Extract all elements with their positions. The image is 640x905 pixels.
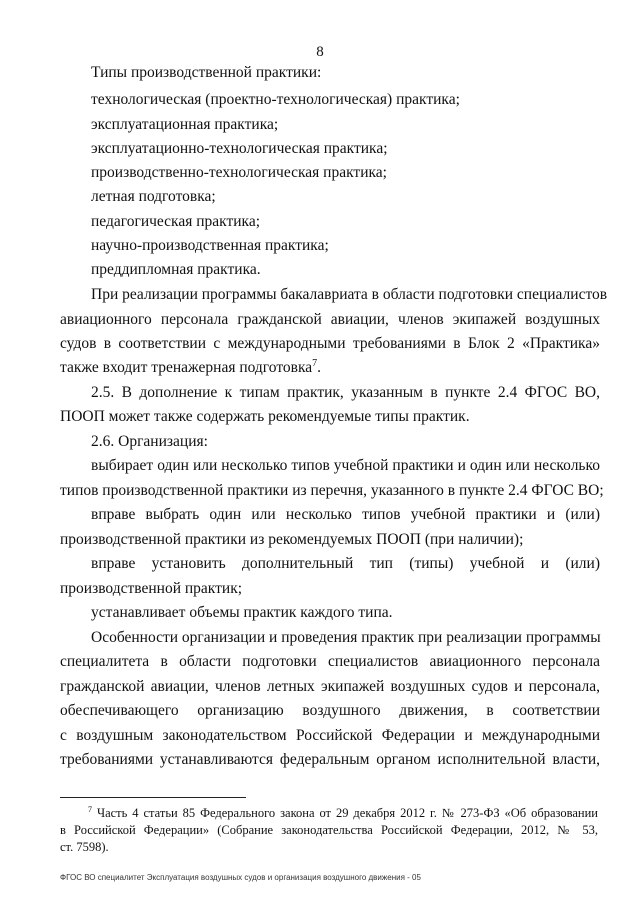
- list-item: педагогическая практика;: [91, 213, 261, 230]
- page-number: 8: [316, 44, 324, 60]
- footnote-line: в Российской Федерации» (Собрание законодательства Российской Федерации, 2012, № 53,: [60, 823, 598, 837]
- paragraph-line: требованиями устанавливаются федеральным органом исполнительной власти,: [60, 751, 600, 768]
- paragraph-line: гражданской авиации, членов летных экипажей воздушных судов и персонала,: [60, 678, 600, 695]
- paragraph-line: При реализации программы бакалавриата в области подготовки специалистов: [91, 286, 608, 303]
- footnote-line: [88, 805, 598, 821]
- paragraph-line: Особенности организации и проведения практик при реализации программы: [91, 629, 601, 646]
- list-item: эксплуатационно-технологическая практика;: [91, 140, 388, 157]
- footnote-text: Часть 4 статьи 85 Федерального закона от 29 декабря 2012 г. № 273-ФЗ «Об образовании: [96, 806, 598, 820]
- paragraph-line: 2.5. В дополнение к типам практик, указанным в пункте 2.4 ФГОС ВО,: [91, 384, 600, 401]
- list-item: эксплуатационная практика;: [91, 116, 279, 133]
- paragraph-period: .: [317, 359, 322, 376]
- paragraph-line: производственной практики из рекомендуемых ПООП (при наличии);: [60, 531, 524, 548]
- paragraph-line: вправе выбрать один или несколько типов учебной практики и (или): [91, 506, 600, 523]
- paragraph-line: вправе установить дополнительный тип (типы) учебной и (или): [91, 555, 600, 572]
- paragraph-line: ПООП может также содержать рекомендуемые типы практик.: [60, 408, 470, 425]
- list-item: производственно-технологическая практика;: [91, 164, 387, 181]
- list-item: преддипломная практика.: [91, 261, 261, 278]
- footnote-mark: 7: [88, 804, 92, 814]
- paragraph-line: авиационного персонала гражданской авиации, членов экипажей воздушных: [60, 311, 600, 328]
- page-footer: ФГОС ВО специалитет Эксплуатация воздушных судов и организация воздушного движения - 05: [60, 873, 421, 882]
- list-item: технологическая (проектно-технологическая) практика;: [91, 91, 460, 108]
- footnote-divider: [60, 797, 246, 798]
- section-heading: 2.6. Организация:: [91, 433, 208, 450]
- paragraph-line: специалитета в области подготовки специалистов авиационного персонала: [60, 653, 600, 670]
- list-heading: Типы производственной практики:: [91, 64, 322, 81]
- list-item: летная подготовка;: [91, 188, 216, 205]
- footnote-line: ст. 7598).: [60, 840, 109, 854]
- paragraph-line: обеспечивающего организацию воздушного движения, в соответствии: [60, 702, 600, 719]
- paragraph-text: также входит тренажерная подготовка: [60, 359, 313, 376]
- footnote-reference: 7: [312, 357, 318, 369]
- paragraph-line: выбирает один или несколько типов учебной практики и один или несколько: [91, 457, 600, 474]
- paragraph-line: производственной практик;: [60, 580, 243, 597]
- paragraph-line: судов в соответствии с международными требованиями в Блок 2 «Практика»: [60, 335, 600, 352]
- paragraph-line: [60, 358, 600, 378]
- paragraph-line: типов производственной практики из перечня, указанного в пункте 2.4 ФГОС ВО;: [60, 482, 604, 499]
- paragraph-line: устанавливает объемы практик каждого типа.: [91, 604, 393, 621]
- paragraph-line: с воздушным законодательством Российской Федерации и международными: [60, 727, 600, 744]
- list-item: научно-производственная практика;: [91, 237, 329, 254]
